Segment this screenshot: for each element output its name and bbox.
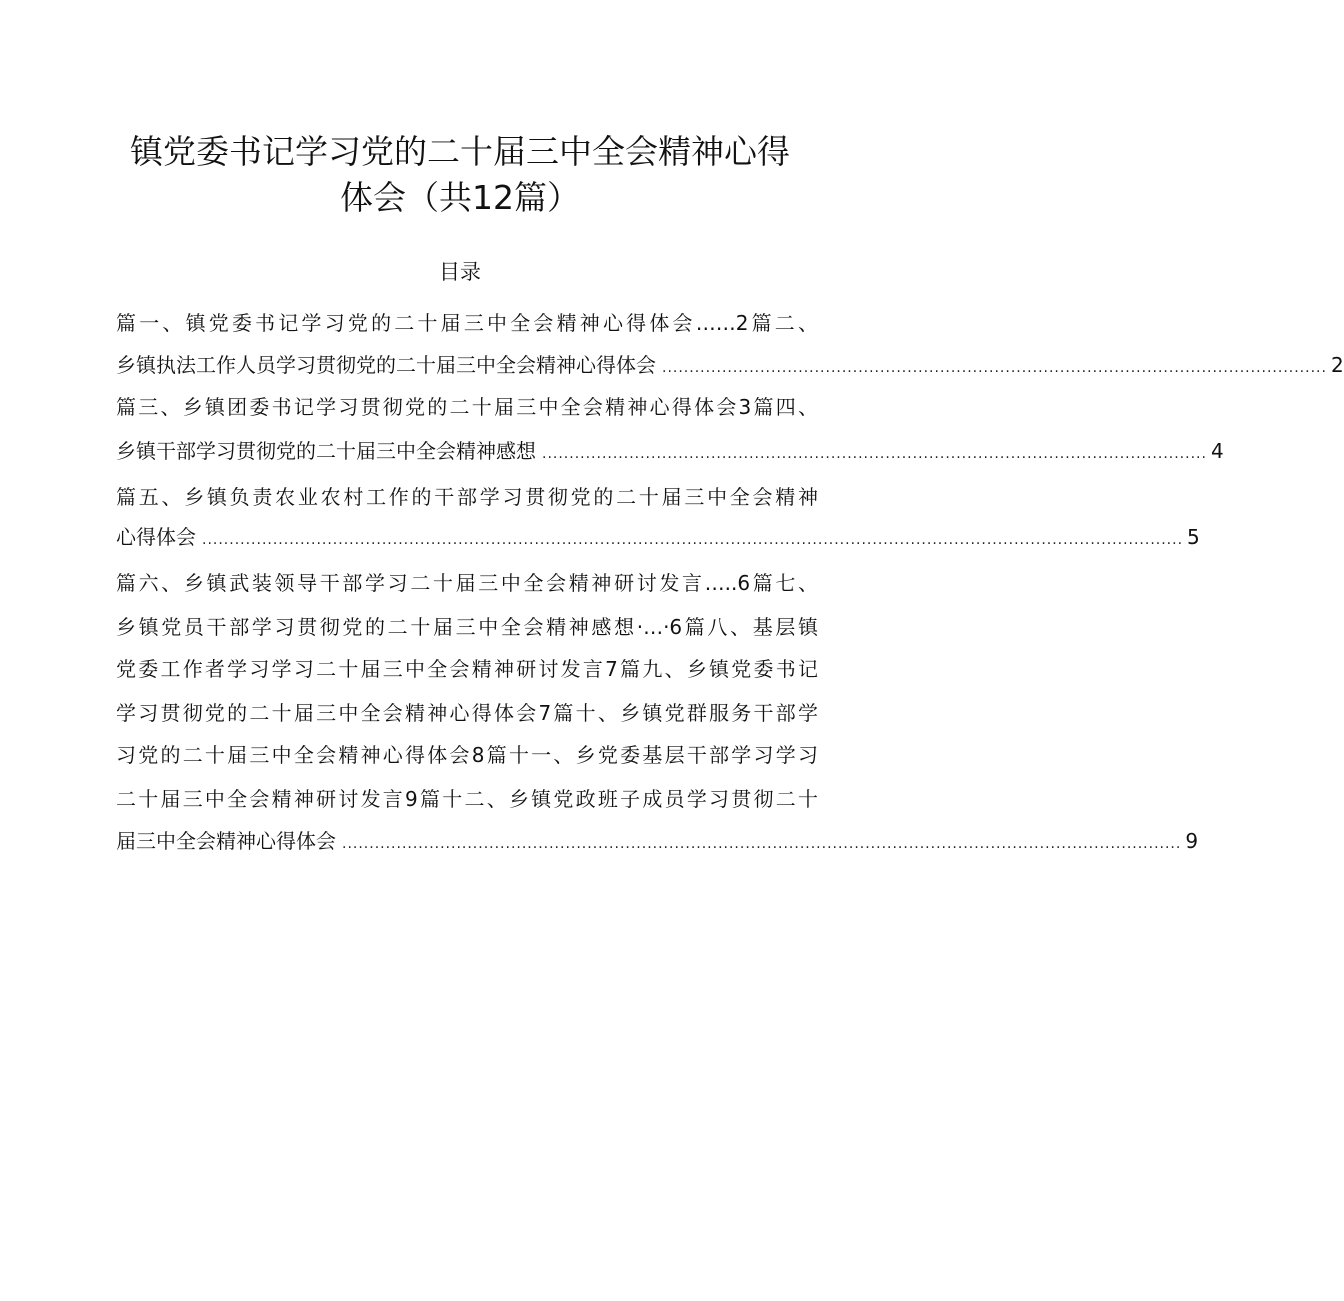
toc-entry[interactable] (116, 824, 1199, 858)
toc-line-text: 乡镇党员干部学习贯彻党的二十届三中全会精神感想·…·6篇八、基层镇 (116, 615, 818, 639)
toc-line[interactable] (116, 566, 818, 600)
toc-heading: 目录 (439, 260, 481, 284)
toc-page-number: 9 (1185, 829, 1199, 853)
toc-entry[interactable] (116, 434, 1224, 468)
toc-page-number: 4 (1210, 439, 1224, 463)
toc-entry[interactable] (116, 520, 1200, 554)
toc-line[interactable] (116, 306, 818, 340)
toc-line-text: 篇一、镇党委书记学习党的二十届三中全会精神心得体会……2篇二、 (116, 311, 818, 335)
document-title-line-1: 镇党委书记学习党的二十届三中全会精神心得 (130, 132, 790, 171)
toc-line[interactable] (116, 610, 818, 644)
toc-entry[interactable] (116, 348, 1344, 382)
toc-dot-leader: .................................................................................................................................................................................... (202, 532, 1184, 548)
toc-dot-leader: .......................................................................................................................................................... (342, 836, 1182, 852)
toc-line[interactable] (116, 652, 818, 686)
toc-line[interactable] (116, 480, 818, 514)
toc-line[interactable] (116, 390, 818, 424)
toc-page-number: 5 (1187, 525, 1200, 549)
toc-line-text: 二十届三中全会精神研讨发言9篇十二、乡镇党政班子成员学习贯彻二十 (116, 787, 818, 811)
toc-line-text: 篇三、乡镇团委书记学习贯彻党的二十届三中全会精神心得体会3篇四、 (116, 395, 818, 419)
toc-line[interactable] (116, 696, 818, 730)
toc-line-text: 篇六、乡镇武装领导干部学习二十届三中全会精神研讨发言…..6篇七、 (116, 571, 818, 595)
toc-dot-leader: .......................................................................................................................... (542, 446, 1207, 462)
toc-line-text: 党委工作者学习学习二十届三中全会精神研讨发言7篇九、乡镇党委书记 (116, 657, 818, 681)
toc-line[interactable] (116, 738, 818, 772)
toc-line[interactable] (116, 782, 818, 816)
toc-entry-title: 心得体会 (116, 525, 196, 549)
toc-page-number: 2 (1330, 353, 1344, 377)
toc-entry-title: 乡镇干部学习贯彻党的二十届三中全会精神感想 (116, 439, 536, 463)
toc-line-text: 篇五、乡镇负责农业农村工作的干部学习贯彻党的二十届三中全会精神 (116, 485, 818, 509)
toc-line-text: 学习贯彻党的二十届三中全会精神心得体会7篇十、乡镇党群服务干部学 (116, 701, 818, 725)
document-title-line-2: 体会（共12篇） (340, 178, 580, 217)
toc-line-text: 习党的二十届三中全会精神心得体会8篇十一、乡党委基层干部学习学习 (116, 743, 818, 767)
toc-entry-title: 届三中全会精神心得体会 (116, 829, 336, 853)
toc-entry-title: 乡镇执法工作人员学习贯彻党的二十届三中全会精神心得体会 (116, 353, 656, 377)
toc-dot-leader: .......................................................................................................................... (662, 360, 1327, 376)
